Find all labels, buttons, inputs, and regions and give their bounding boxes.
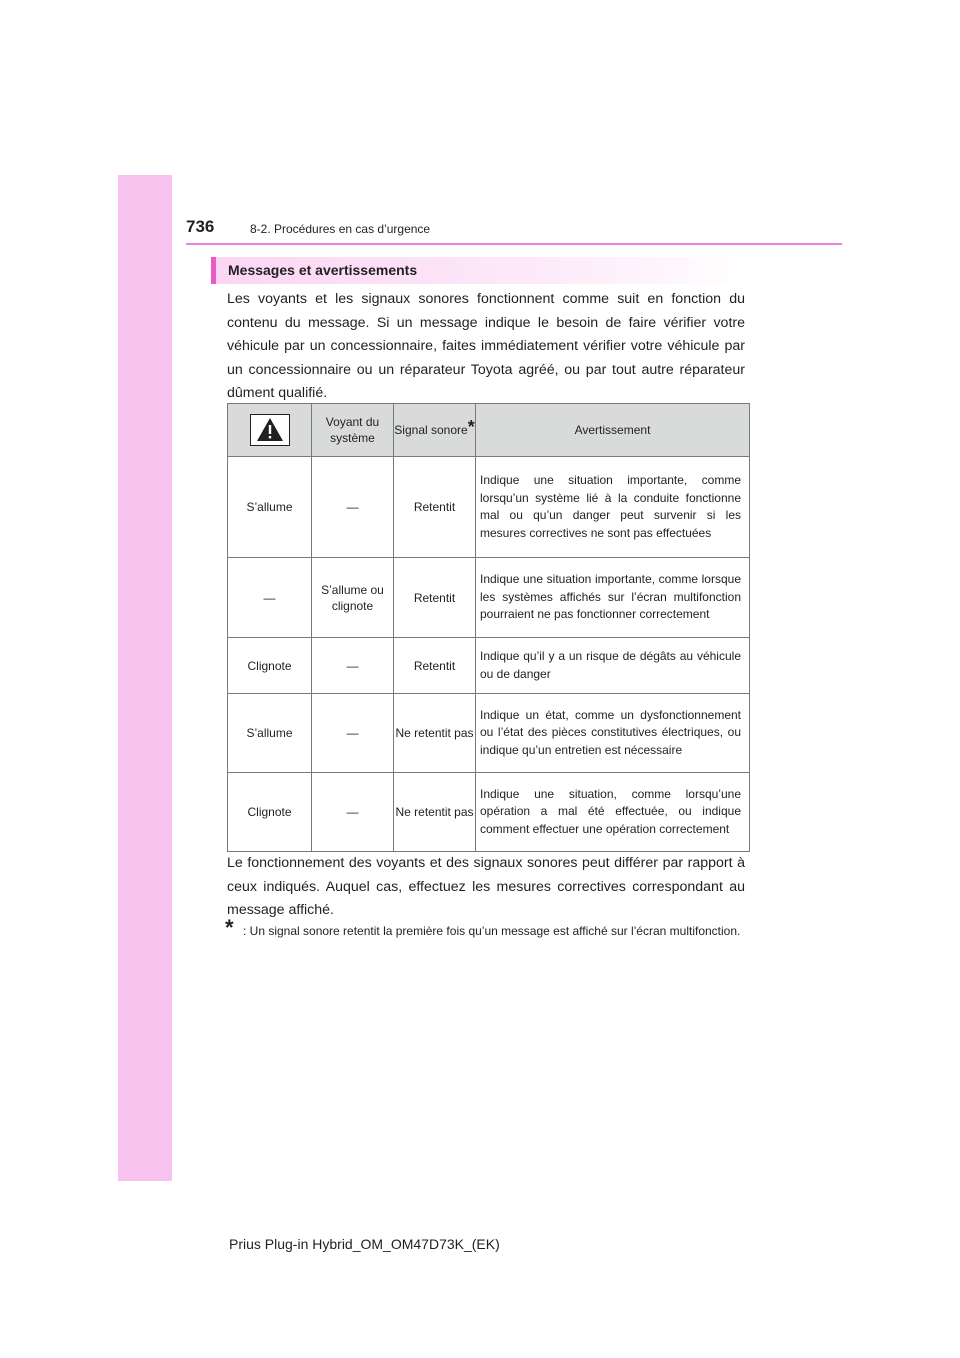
row-system-light: —	[312, 694, 394, 773]
row-description: Indique un état, comme un dysfonctionnement ou l’état des pièces constitutives électriques, ou indique qu’un entretien est nécessaire	[476, 694, 750, 773]
footnote-text: : Un signal sonore retentit la première fois qu’un message est affiché sur l’écran multifonction.	[243, 924, 741, 938]
footnote-marker: *	[467, 417, 475, 437]
footer-doc-id: Prius Plug-in Hybrid_OM_OM47D73K_(EK)	[229, 1236, 500, 1252]
row-warning-light: Clignote	[228, 773, 312, 852]
row-warning-light: S’allume	[228, 457, 312, 558]
table-row	[228, 558, 750, 638]
row-description: Indique une situation importante, comme lorsqu’un système lié à la conduite fonctionne mal ou qu’un danger peut survenir si les mesures correctives ne sont pas effectuées	[476, 457, 750, 558]
row-system-light: —	[312, 457, 394, 558]
header-icon-cell	[228, 404, 312, 457]
footnote	[225, 915, 747, 940]
chapter-title: 8-2. Procédures en cas d’urgence	[250, 222, 431, 236]
row-warning-light: Clignote	[228, 638, 312, 694]
header-buzzer	[394, 404, 476, 457]
warning-table	[227, 403, 750, 852]
intro-paragraph: Les voyants et les signaux sonores fonctionnent comme suit en fonction du contenu du message. Si un message indique le besoin de faire vérifier votre véhicule par un concessionnaire, faites immédiatement vérifier votre véhicule par un concessionnaire ou un réparateur Toyota agréé, ou par tout autre réparateur dûment qualifié.	[227, 291, 745, 401]
warning-triangle-icon	[250, 414, 290, 446]
row-buzzer: Retentit	[394, 457, 476, 558]
table-header-row	[228, 404, 750, 457]
row-description: Indique une situation importante, comme lorsque les systèmes affichés sur l’écran multifonction pourraient ne pas fonctionner correctement	[476, 558, 750, 638]
section-title-bar	[211, 257, 750, 284]
header-system-light: Voyant du système	[312, 404, 394, 457]
row-buzzer: Ne retentit pas	[394, 773, 476, 852]
row-description: Indique qu’il y a un risque de dégâts au véhicule ou de danger	[476, 638, 750, 694]
header-warning: Avertissement	[476, 404, 750, 457]
outro-paragraph: Le fonctionnement des voyants et des signaux sonores peut différer par rapport à ceux indiqués. Auquel cas, effectuez les mesures correctives correspondant au message affiché.	[227, 855, 745, 918]
header-buzzer-label: Signal sonore	[394, 423, 468, 437]
side-tab-band	[118, 175, 172, 1181]
footnote-asterisk: *	[225, 915, 234, 940]
row-buzzer: Retentit	[394, 558, 476, 638]
table-row	[228, 457, 750, 558]
page-number: 736	[186, 217, 215, 236]
table-row	[228, 773, 750, 852]
row-system-light: —	[312, 773, 394, 852]
row-warning-light: —	[228, 558, 312, 638]
row-buzzer: Retentit	[394, 638, 476, 694]
header-divider	[186, 243, 842, 245]
row-system-light: S’allume ou clignote	[312, 558, 394, 638]
section-title: Messages et avertissements	[228, 262, 418, 278]
row-warning-light: S’allume	[228, 694, 312, 773]
row-buzzer: Ne retentit pas	[394, 694, 476, 773]
row-description: Indique une situation, comme lorsqu’une opération a mal été effectuée, ou indique comment effectuer une opération correctement	[476, 773, 750, 852]
row-system-light: —	[312, 638, 394, 694]
table-row	[228, 694, 750, 773]
table-row	[228, 638, 750, 694]
